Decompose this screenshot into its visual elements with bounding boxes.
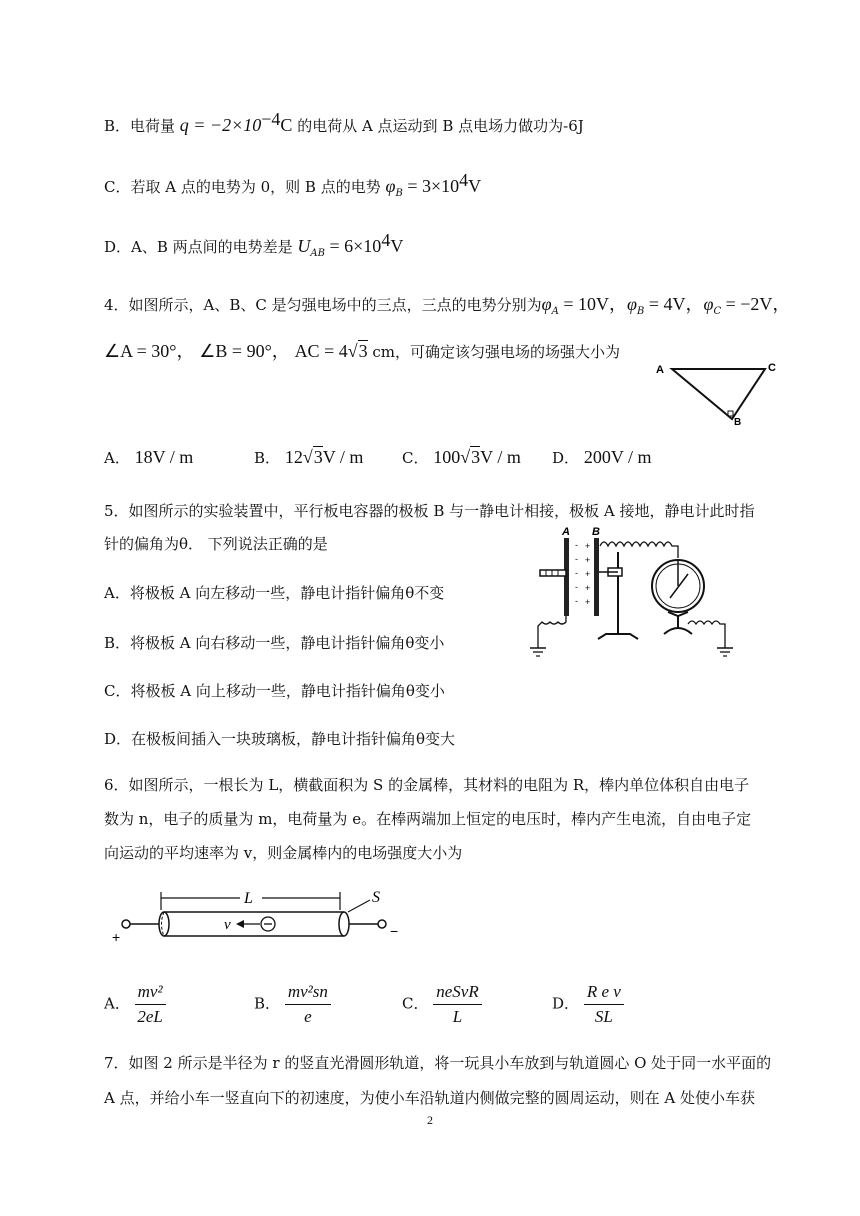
capacitor-electrometer-figure [520, 524, 750, 664]
q7-stem-line1: 7．如图 2 所示是半径为 r 的竖直光滑圆形轨道，将一玩具小车放到与轨道圆心 O 处于同一水平面的 [104, 1054, 772, 1072]
plate-a-label: A [562, 526, 570, 538]
q6-stem-line3: 向运动的平均速率为 v，则金属棒内的电场强度大小为 [104, 844, 463, 862]
q6-option-b: B． $\frac{\text{mv²sn}}{e}$ [254, 982, 331, 1027]
q4-option-d: D． 200V / m [552, 447, 652, 467]
q6-option-a: A． $\frac{\text{mv²}}{2eL}$ [104, 982, 166, 1027]
minus-terminal-label: − [390, 923, 399, 939]
q6-option-c: C． $\frac{\text{neSvR}}{L}$ [402, 982, 482, 1027]
plus-terminal-label: + [112, 929, 121, 945]
cross-section-label: S [372, 889, 380, 906]
svg-text:+: + [585, 583, 591, 593]
svg-text:-: - [575, 554, 578, 564]
q4-stem-line1: 4．如图所示，A、B、C 是匀强电场中的三点，三点的电势分别为$\varphi_A = 10V$，$\varphi_B = 4V$，$\varphi_C = -2V$， [104, 294, 791, 317]
figure-label-a: A [656, 364, 664, 376]
svg-text:-: - [575, 568, 578, 578]
svg-text:+: + [585, 555, 591, 565]
q3-option-b: B．电荷量 $q = -2\times 10^{-4}C$ 的电荷从 A 点运动到 B 点电场力做功为-6J [104, 109, 584, 135]
q5-option-b: B．将极板 A 向右移动一些，静电计指针偏角θ变小 [104, 634, 445, 652]
q5-option-d: D．在极板间插入一块玻璃板，静电计指针偏角θ变大 [104, 730, 456, 748]
svg-text:-: - [575, 582, 578, 592]
svg-text:+: + [585, 597, 591, 607]
q4-option-c: C． 100√3V / m [402, 447, 521, 467]
svg-text:+: + [585, 541, 591, 551]
length-label: L [244, 890, 253, 907]
svg-text:-: - [575, 540, 578, 550]
q6-option-d: D． $\frac{\text{R e v}}{SL}$ [552, 982, 624, 1027]
q4-option-a: A． 18V / m [104, 447, 194, 467]
q6-stem-line2: 数为 n，电子的质量为 m，电荷量为 e。在棒两端加上恒定的电压时，棒内产生电流，自由电子定 [104, 810, 752, 828]
plate-b-label: B [592, 526, 600, 538]
svg-text:+: + [585, 569, 591, 579]
q3-option-c: C．若取 A 点的电势为 0，则 B 点的电势 $\varphi_B = 3\times 10^4V$ [104, 170, 482, 199]
q3-option-d: D．A、B 两点间的电势差是 $U_{AB} = 6\times 10^4V$ [104, 230, 404, 259]
metal-rod-figure [108, 884, 408, 948]
velocity-label: v [224, 917, 231, 933]
q4-option-b: B． 12√3V / m [254, 447, 364, 467]
q5-stem-line1: 5．如图所示的实验装置中，平行板电容器的极板 B 与一静电计相接，极板 A 接地，静电计此时指 [104, 502, 755, 520]
page-number: 2 [427, 1113, 433, 1127]
figure-label-b: B [734, 417, 742, 428]
q5-stem-line2: 针的偏角为θ． 下列说法正确的是 [104, 535, 328, 553]
q5-option-c: C．将极板 A 向上移动一些，静电计指针偏角θ变小 [104, 682, 445, 700]
q6-stem-line1: 6．如图所示，一根长为 L，横截面积为 S 的金属棒，其材料的电阻为 R，棒内单位体积自由电子 [104, 776, 750, 794]
q4-stem-line2: ∠A = 30°， ∠B = 90°， AC = 4√3 cm，可确定该匀强电场的场强大小为 [104, 341, 621, 361]
q7-stem-line2: A 点，并给小车一竖直向下的初速度，为使小车沿轨道内侧做完整的圆周运动，则在 A 处使小车获 [104, 1089, 755, 1107]
svg-text:-: - [575, 596, 578, 606]
triangle-abc-figure [650, 355, 790, 430]
figure-label-c: C [768, 362, 776, 374]
q5-option-a: A．将极板 A 向左移动一些，静电计指针偏角θ不变 [104, 584, 445, 602]
